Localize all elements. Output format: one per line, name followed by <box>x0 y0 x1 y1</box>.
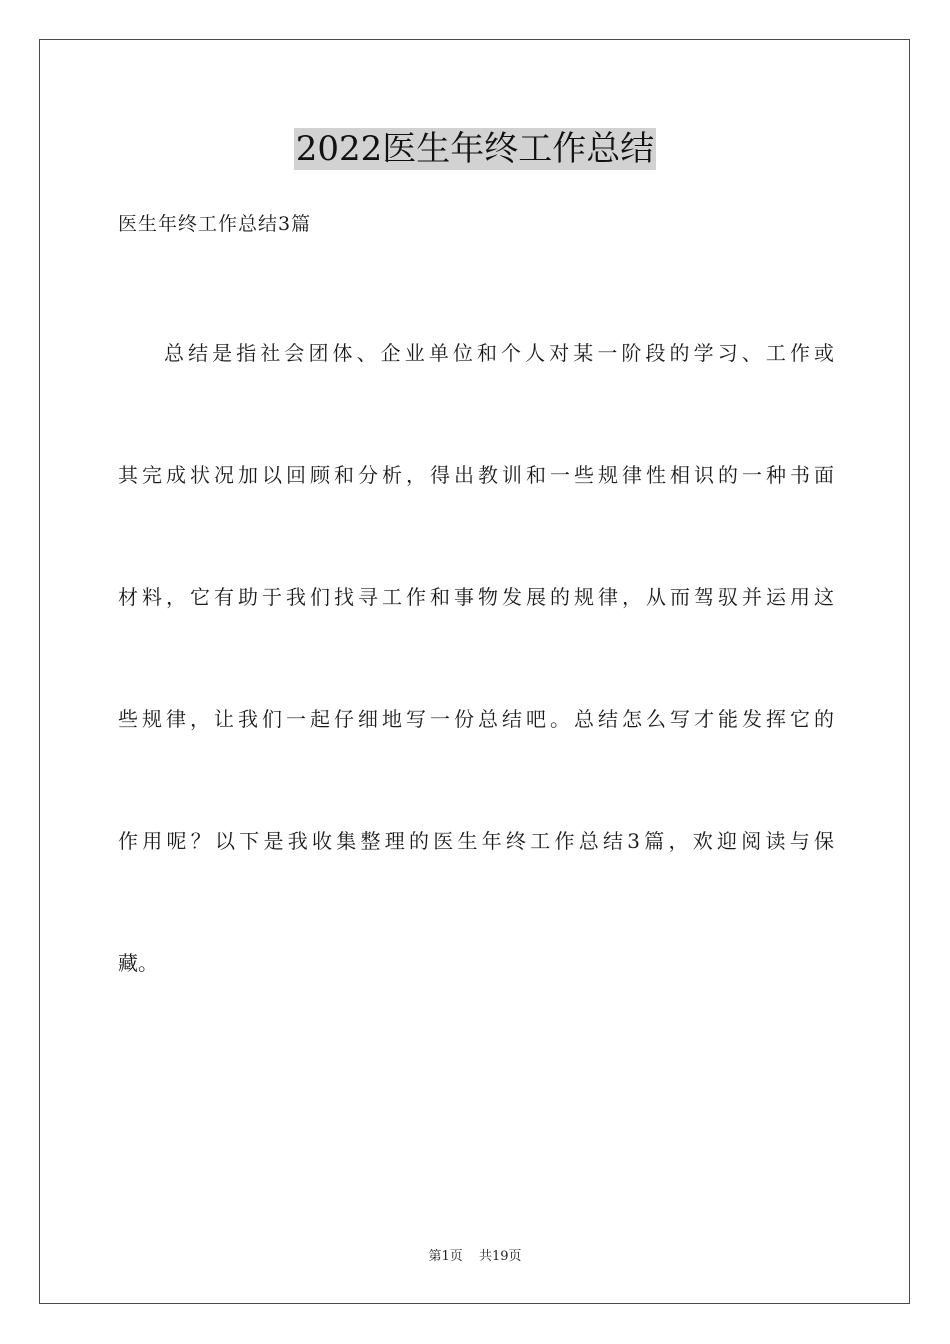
body-paragraph <box>118 333 834 1065</box>
paragraph-line: 其完成状况加以回顾和分析，得出教训和一些规律性相识的一种书面 <box>118 463 834 487</box>
page-number: 第1页 <box>428 1249 463 1264</box>
document-title: 2022医生年终工作总结 <box>295 129 655 169</box>
title-wrapper <box>0 128 950 170</box>
paragraph-line: 总结是指社会团体、企业单位和个人对某一阶段的学习、工作或 <box>164 341 834 365</box>
page-footer <box>0 1248 950 1266</box>
page-total: 共19页 <box>478 1249 522 1264</box>
paragraph-line: 藏。 <box>118 951 158 975</box>
paragraph-line: 作用呢？以下是我收集整理的医生年终工作总结3篇，欢迎阅读与保 <box>118 829 834 853</box>
paragraph-line: 些规律，让我们一起仔细地写一份总结吧。总结怎么写才能发挥它的 <box>118 707 834 731</box>
document-subtitle: 医生年终工作总结3篇 <box>118 213 312 235</box>
paragraph-line: 材料，它有助于我们找寻工作和事物发展的规律，从而驾驭并运用这 <box>118 585 834 609</box>
